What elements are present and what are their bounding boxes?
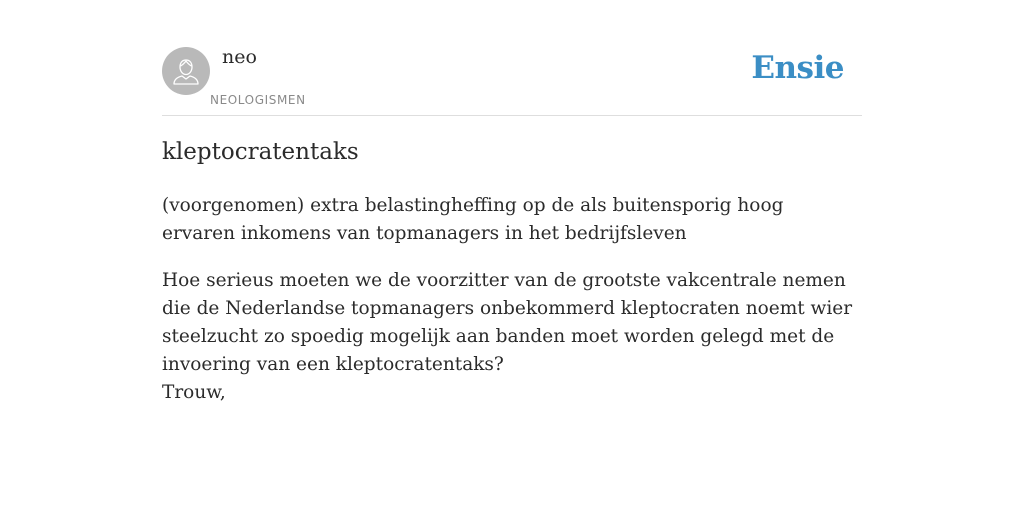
entry-header — [162, 0, 862, 116]
example-text: Hoe serieus moeten we de voorzitter van de grootste vakcentrale nemen die de Nederlandse topmanagers onbekommerd kleptocraten noemt wier steelzucht zo spoedig mogelijk aan banden moet worden gelegd met de invoering van een kleptocratentaks? — [162, 270, 853, 375]
example-source: Trouw, — [162, 382, 226, 403]
category-label[interactable]: NEOLOGISMEN — [210, 93, 306, 107]
site-logo[interactable]: Ensie — [751, 50, 844, 86]
entry-definition: (voorgenomen) extra belastingheffing op de als buitensporig hoog ervaren inkomens van topmanagers in het bedrijfsleven — [162, 195, 784, 244]
author-name[interactable]: neo — [222, 46, 257, 68]
author-avatar[interactable] — [162, 47, 210, 95]
user-silhouette-icon — [162, 47, 210, 95]
entry-title: kleptocratentaks — [162, 139, 359, 165]
entry-card — [162, 0, 862, 403]
entry-example — [162, 267, 862, 407]
